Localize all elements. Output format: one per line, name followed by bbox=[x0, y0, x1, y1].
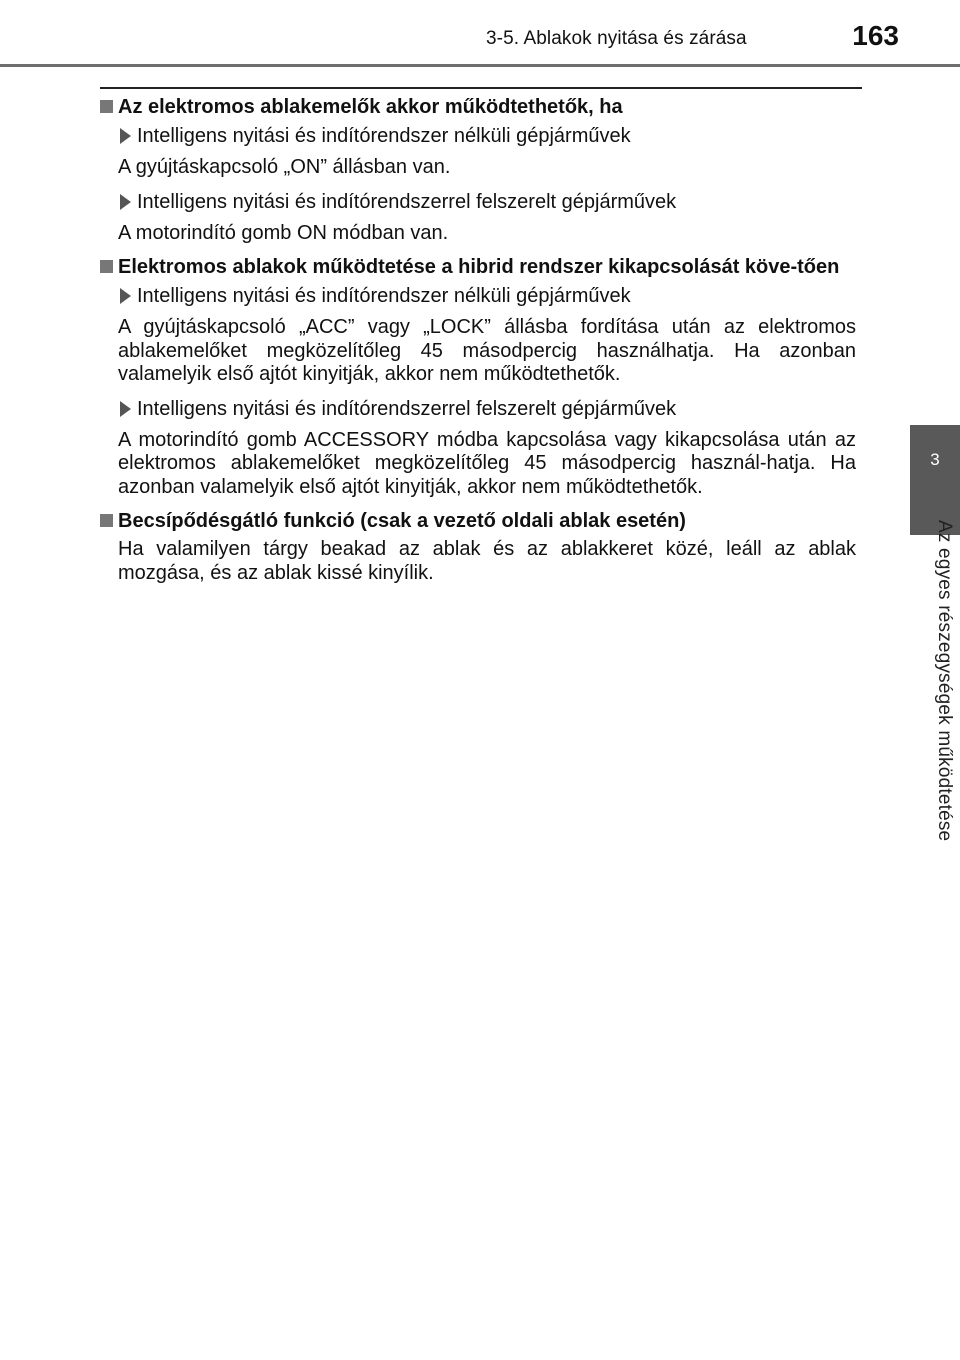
section-heading-text: Elektromos ablakok működtetése a hibrid rendszer kikapcsolását köve-tően bbox=[118, 256, 840, 278]
triangle-bullet-icon bbox=[120, 128, 131, 144]
paragraph: A gyújtáskapcsoló „ON” állásban van. bbox=[118, 156, 451, 178]
subheading bbox=[120, 124, 856, 148]
subheading-text: Intelligens nyitási és indítórendszer nélküli gépjárművek bbox=[137, 285, 631, 307]
page-number: 163 bbox=[852, 20, 899, 51]
triangle-bullet-icon bbox=[120, 401, 131, 417]
content bbox=[100, 95, 856, 595]
header-rule bbox=[0, 64, 960, 67]
content-top-rule bbox=[100, 87, 862, 89]
section-heading-text: Az elektromos ablakemelők akkor működtethetők, ha bbox=[118, 96, 623, 118]
section-heading bbox=[100, 509, 856, 533]
header-section-title: 3-5. Ablakok nyitása és zárása bbox=[486, 28, 747, 49]
section-heading-text: Becsípődésgátló funkció (csak a vezető oldali ablak esetén) bbox=[118, 510, 686, 532]
side-tab bbox=[910, 425, 960, 535]
paragraph: Ha valamilyen tárgy beakad az ablak és az ablakkeret közé, leáll az ablak mozgása, és az ablak kissé kinyílik. bbox=[118, 538, 856, 584]
subheading-text: Intelligens nyitási és indítórendszer nélküli gépjárművek bbox=[137, 125, 631, 147]
subheading bbox=[120, 284, 856, 308]
square-bullet-icon bbox=[100, 100, 113, 113]
triangle-bullet-icon bbox=[120, 288, 131, 304]
side-tab-label: Az egyes részegységek működtetése bbox=[934, 520, 955, 842]
paragraph: A motorindító gomb ON módban van. bbox=[118, 221, 449, 244]
section-heading bbox=[100, 255, 856, 279]
paragraph: A gyújtáskapcsoló „ACC” vagy „LOCK” állásba fordítása után az elektromos ablakemelőket megközelítőleg 45 másodpercig használhatja. Ha azonban valamelyik első ajtót kinyitják, akkor nem működtethetők. bbox=[118, 316, 856, 385]
triangle-bullet-icon bbox=[120, 194, 131, 210]
subheading bbox=[120, 190, 856, 214]
subheading bbox=[120, 397, 856, 421]
subheading-text: Intelligens nyitási és indítórendszerrel felszerelt gépjárművek bbox=[137, 397, 677, 420]
subheading-text: Intelligens nyitási és indítórendszerrel felszerelt gépjárművek bbox=[137, 190, 677, 213]
square-bullet-icon bbox=[100, 514, 113, 527]
paragraph: A motorindító gomb ACCESSORY módba kapcsolása vagy kikapcsolása után az elektromos ablakemelőket megközelítőleg 45 másodpercig használ-hatja. Ha azonban valamelyik első ajtót kinyitják, akkor nem működtethetők. bbox=[118, 428, 856, 498]
section-heading bbox=[100, 95, 856, 119]
side-tab-number: 3 bbox=[930, 450, 940, 469]
square-bullet-icon bbox=[100, 260, 113, 273]
